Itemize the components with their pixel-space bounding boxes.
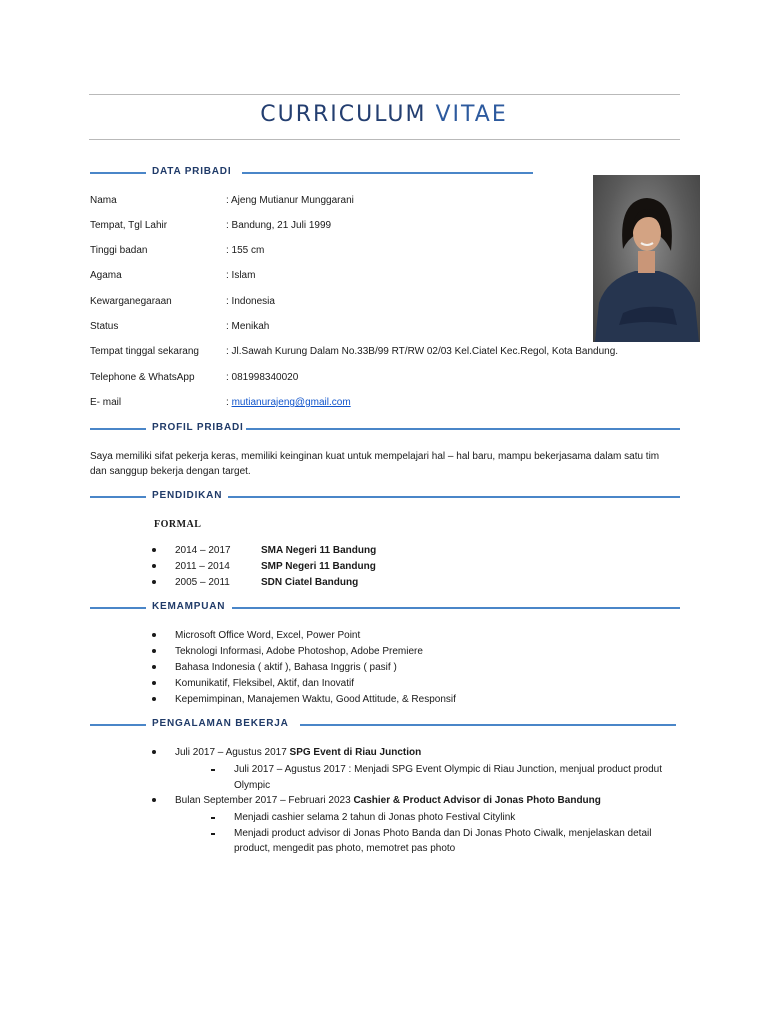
value-tempat-tgl-lahir: : Bandung, 21 Juli 1999 xyxy=(226,220,332,231)
experience-detail: Juli 2017 – Agustus 2017 : Menjadi SPG Event Olympic di Riau Junction, menjual product produt xyxy=(234,764,663,775)
label-email: E- mail xyxy=(90,397,122,408)
value-nama: : Ajeng Mutianur Munggarani xyxy=(226,195,354,206)
section-title: PENGALAMAN BEKERJA xyxy=(152,718,289,729)
section-line-right xyxy=(232,607,680,609)
bullet-icon xyxy=(152,580,156,584)
skill-item: Kepemimpinan, Manajemen Waktu, Good Attitude, & Responsif xyxy=(175,694,456,705)
profile-photo xyxy=(593,175,700,342)
experience-1-title xyxy=(175,746,421,759)
skill-item: Bahasa Indonesia ( aktif ), Bahasa Inggris ( pasif ) xyxy=(175,662,397,673)
label-tinggi-badan: Tinggi badan xyxy=(90,245,148,256)
education-years: 2011 – 2014 xyxy=(175,561,230,572)
sub-bullet-icon xyxy=(211,769,215,771)
education-school: SMA Negeri 11 Bandung xyxy=(261,545,377,556)
label-tempat-tgl-lahir: Tempat, Tgl Lahir xyxy=(90,220,168,231)
section-title: KEMAMPUAN xyxy=(152,601,226,612)
bullet-icon xyxy=(152,665,156,669)
experience-detail-continued: product, mengedit pas photo, memotret pas photo xyxy=(234,843,456,854)
profile-paragraph xyxy=(90,449,680,479)
value-email xyxy=(226,396,351,409)
bullet-icon xyxy=(152,750,156,754)
email-prefix: : xyxy=(226,397,232,408)
section-line-right xyxy=(242,172,533,174)
title-part-vitae: VITAE xyxy=(435,102,508,127)
skill-item: Komunikatif, Fleksibel, Aktif, dan Inovatif xyxy=(175,678,354,689)
section-title: PENDIDIKAN xyxy=(152,490,223,501)
section-line-right xyxy=(300,724,676,726)
label-status: Status xyxy=(90,321,119,332)
value-kewarganegaraan: : Indonesia xyxy=(226,296,275,307)
section-line-right xyxy=(246,428,680,430)
label-nama: Nama xyxy=(90,195,117,206)
label-telephone: Telephone & WhatsApp xyxy=(90,372,195,383)
value-agama: : Islam xyxy=(226,270,256,281)
bullet-icon xyxy=(152,798,156,802)
bullet-icon xyxy=(152,548,156,552)
experience-period: Juli 2017 – Agustus 2017 xyxy=(175,747,290,758)
sub-bullet-icon xyxy=(211,817,215,819)
experience-detail-continued: Olympic xyxy=(234,780,271,791)
experience-role: SPG Event di Riau Junction xyxy=(289,747,422,758)
section-line-left xyxy=(90,428,146,430)
education-school: SMP Negeri 11 Bandung xyxy=(261,561,376,572)
section-line-left xyxy=(90,172,146,174)
label-agama: Agama xyxy=(90,270,122,281)
skill-item: Microsoft Office Word, Excel, Power Point xyxy=(175,630,361,641)
section-line-left xyxy=(90,496,146,498)
skill-item: Teknologi Informasi, Adobe Photoshop, Adobe Premiere xyxy=(175,646,423,657)
experience-detail: Menjadi cashier selama 2 tahun di Jonas photo Festival Citylink xyxy=(234,812,516,823)
education-years: 2005 – 2011 xyxy=(175,577,230,588)
bottom-divider xyxy=(89,139,680,140)
experience-role: Cashier & Product Advisor di Jonas Photo Bandung xyxy=(353,795,601,806)
experience-2-title xyxy=(175,794,601,807)
title-part-curriculum: CURRICULUM xyxy=(260,102,427,127)
profile-line-1: Saya memiliki sifat pekerja keras, memiliki keinginan kuat untuk mempelajari hal – hal baru, mampu bekerjasama dalam satu tim xyxy=(90,451,660,462)
value-status: : Menikah xyxy=(226,321,270,332)
sub-bullet-icon xyxy=(211,833,215,835)
value-tempat-tinggal: : Jl.Sawah Kurung Dalam No.33B/99 RT/RW 02/03 Kel.Ciatel Kec.Regol, Kota Bandung. xyxy=(226,346,619,357)
bullet-icon xyxy=(152,649,156,653)
page-title xyxy=(0,102,768,127)
value-tinggi-badan: : 155 cm xyxy=(226,245,265,256)
email-link[interactable]: mutianurajeng@gmail.com xyxy=(231,397,351,408)
bullet-icon xyxy=(152,633,156,637)
education-school: SDN Ciatel Bandung xyxy=(261,577,359,588)
section-line-left xyxy=(90,724,146,726)
top-divider xyxy=(89,94,680,95)
value-telephone: : 081998340020 xyxy=(226,372,299,383)
label-kewarganegaraan: Kewarganegaraan xyxy=(90,296,172,307)
education-formal-label: FORMAL xyxy=(154,519,202,530)
experience-period: Bulan September 2017 – Februari 2023 xyxy=(175,795,354,806)
section-line-right xyxy=(228,496,680,498)
profile-line-2: dan sanggup bekerja dengan target. xyxy=(90,466,251,477)
section-line-left xyxy=(90,607,146,609)
bullet-icon xyxy=(152,681,156,685)
label-tempat-tinggal: Tempat tinggal sekarang xyxy=(90,346,199,357)
bullet-icon xyxy=(152,697,156,701)
section-title: DATA PRIBADI xyxy=(152,166,232,177)
section-title: PROFIL PRIBADI xyxy=(152,422,244,433)
education-years: 2014 – 2017 xyxy=(175,545,231,556)
experience-detail: Menjadi product advisor di Jonas Photo Banda dan Di Jonas Photo Ciwalk, menjelaskan detail xyxy=(234,828,652,839)
bullet-icon xyxy=(152,564,156,568)
